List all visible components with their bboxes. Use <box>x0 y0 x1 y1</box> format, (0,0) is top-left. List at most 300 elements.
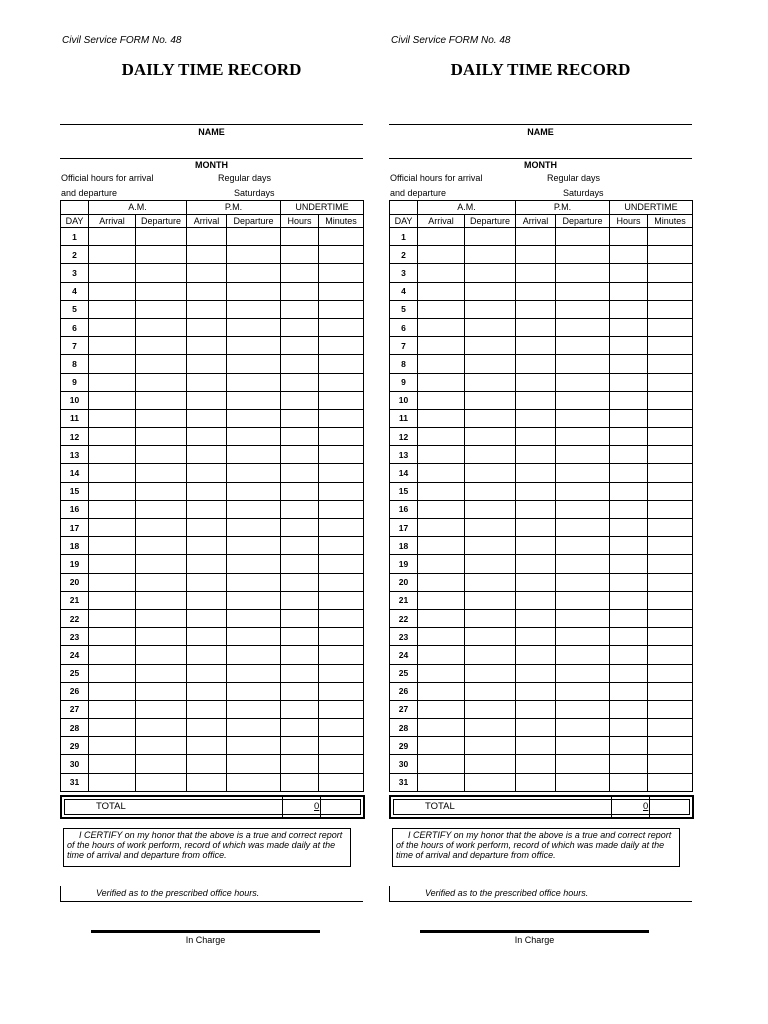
am-arrival-cell[interactable] <box>418 409 465 427</box>
pm-arrival-cell[interactable] <box>516 737 556 755</box>
pm-arrival-cell[interactable] <box>516 682 556 700</box>
undertime-minutes-cell[interactable] <box>319 646 364 664</box>
undertime-hours-cell[interactable] <box>281 755 319 773</box>
pm-departure-cell[interactable] <box>556 682 610 700</box>
am-departure-cell[interactable] <box>136 428 187 446</box>
undertime-minutes-cell[interactable] <box>319 591 364 609</box>
pm-departure-cell[interactable] <box>227 482 281 500</box>
am-departure-cell[interactable] <box>465 373 516 391</box>
am-departure-cell[interactable] <box>136 719 187 737</box>
am-arrival-cell[interactable] <box>418 519 465 537</box>
am-departure-cell[interactable] <box>465 719 516 737</box>
undertime-hours-cell[interactable] <box>610 355 648 373</box>
undertime-hours-cell[interactable] <box>610 591 648 609</box>
am-departure-cell[interactable] <box>465 391 516 409</box>
am-departure-cell[interactable] <box>465 428 516 446</box>
undertime-hours-cell[interactable] <box>281 591 319 609</box>
pm-arrival-cell[interactable] <box>187 700 227 718</box>
am-arrival-cell[interactable] <box>418 482 465 500</box>
am-departure-cell[interactable] <box>465 537 516 555</box>
am-arrival-cell[interactable] <box>418 428 465 446</box>
pm-arrival-cell[interactable] <box>516 228 556 246</box>
in-charge-signature-line[interactable] <box>91 930 320 933</box>
undertime-hours-cell[interactable] <box>610 555 648 573</box>
am-arrival-cell[interactable] <box>418 373 465 391</box>
undertime-minutes-cell[interactable] <box>319 500 364 518</box>
am-arrival-cell[interactable] <box>89 391 136 409</box>
am-arrival-cell[interactable] <box>89 628 136 646</box>
undertime-minutes-cell[interactable] <box>319 282 364 300</box>
pm-departure-cell[interactable] <box>227 337 281 355</box>
pm-arrival-cell[interactable] <box>516 719 556 737</box>
pm-arrival-cell[interactable] <box>516 246 556 264</box>
am-departure-cell[interactable] <box>136 591 187 609</box>
am-arrival-cell[interactable] <box>418 737 465 755</box>
am-arrival-cell[interactable] <box>418 500 465 518</box>
month-line[interactable] <box>60 158 363 159</box>
pm-departure-cell[interactable] <box>556 573 610 591</box>
am-departure-cell[interactable] <box>136 755 187 773</box>
pm-arrival-cell[interactable] <box>516 264 556 282</box>
undertime-minutes-cell[interactable] <box>648 591 693 609</box>
pm-departure-cell[interactable] <box>556 646 610 664</box>
pm-departure-cell[interactable] <box>227 555 281 573</box>
undertime-minutes-cell[interactable] <box>319 737 364 755</box>
undertime-minutes-cell[interactable] <box>648 337 693 355</box>
am-arrival-cell[interactable] <box>418 337 465 355</box>
pm-departure-cell[interactable] <box>556 355 610 373</box>
pm-departure-cell[interactable] <box>227 355 281 373</box>
undertime-minutes-cell[interactable] <box>648 246 693 264</box>
am-departure-cell[interactable] <box>136 519 187 537</box>
am-arrival-cell[interactable] <box>418 282 465 300</box>
pm-departure-cell[interactable] <box>556 373 610 391</box>
pm-arrival-cell[interactable] <box>516 428 556 446</box>
pm-departure-cell[interactable] <box>227 300 281 318</box>
am-arrival-cell[interactable] <box>418 300 465 318</box>
undertime-minutes-cell[interactable] <box>319 482 364 500</box>
am-departure-cell[interactable] <box>465 591 516 609</box>
pm-arrival-cell[interactable] <box>516 537 556 555</box>
am-arrival-cell[interactable] <box>89 737 136 755</box>
undertime-hours-cell[interactable] <box>610 664 648 682</box>
pm-arrival-cell[interactable] <box>187 682 227 700</box>
am-departure-cell[interactable] <box>136 646 187 664</box>
pm-departure-cell[interactable] <box>556 446 610 464</box>
am-departure-cell[interactable] <box>136 464 187 482</box>
pm-arrival-cell[interactable] <box>187 719 227 737</box>
am-arrival-cell[interactable] <box>418 773 465 791</box>
pm-arrival-cell[interactable] <box>187 500 227 518</box>
am-departure-cell[interactable] <box>136 773 187 791</box>
pm-arrival-cell[interactable] <box>187 318 227 336</box>
undertime-hours-cell[interactable] <box>281 446 319 464</box>
am-arrival-cell[interactable] <box>418 355 465 373</box>
pm-departure-cell[interactable] <box>227 373 281 391</box>
pm-arrival-cell[interactable] <box>516 373 556 391</box>
am-arrival-cell[interactable] <box>418 555 465 573</box>
am-departure-cell[interactable] <box>465 300 516 318</box>
pm-departure-cell[interactable] <box>227 628 281 646</box>
undertime-minutes-cell[interactable] <box>319 537 364 555</box>
undertime-minutes-cell[interactable] <box>648 282 693 300</box>
undertime-hours-cell[interactable] <box>610 282 648 300</box>
pm-arrival-cell[interactable] <box>187 337 227 355</box>
undertime-hours-cell[interactable] <box>610 409 648 427</box>
undertime-minutes-cell[interactable] <box>648 573 693 591</box>
am-departure-cell[interactable] <box>136 446 187 464</box>
pm-departure-cell[interactable] <box>227 609 281 627</box>
pm-arrival-cell[interactable] <box>187 537 227 555</box>
pm-departure-cell[interactable] <box>227 719 281 737</box>
am-departure-cell[interactable] <box>136 355 187 373</box>
am-departure-cell[interactable] <box>136 573 187 591</box>
am-arrival-cell[interactable] <box>89 537 136 555</box>
pm-arrival-cell[interactable] <box>516 355 556 373</box>
am-arrival-cell[interactable] <box>418 228 465 246</box>
undertime-minutes-cell[interactable] <box>648 464 693 482</box>
pm-departure-cell[interactable] <box>556 628 610 646</box>
pm-departure-cell[interactable] <box>227 391 281 409</box>
undertime-hours-cell[interactable] <box>281 318 319 336</box>
am-departure-cell[interactable] <box>136 264 187 282</box>
undertime-hours-cell[interactable] <box>610 537 648 555</box>
undertime-hours-cell[interactable] <box>281 700 319 718</box>
undertime-minutes-cell[interactable] <box>319 773 364 791</box>
undertime-minutes-cell[interactable] <box>319 555 364 573</box>
undertime-minutes-cell[interactable] <box>648 646 693 664</box>
undertime-hours-cell[interactable] <box>610 264 648 282</box>
pm-arrival-cell[interactable] <box>187 446 227 464</box>
am-departure-cell[interactable] <box>465 555 516 573</box>
am-departure-cell[interactable] <box>465 355 516 373</box>
am-departure-cell[interactable] <box>465 264 516 282</box>
am-departure-cell[interactable] <box>465 573 516 591</box>
undertime-minutes-cell[interactable] <box>319 446 364 464</box>
pm-departure-cell[interactable] <box>556 664 610 682</box>
am-arrival-cell[interactable] <box>418 591 465 609</box>
am-departure-cell[interactable] <box>465 228 516 246</box>
undertime-hours-cell[interactable] <box>610 482 648 500</box>
pm-arrival-cell[interactable] <box>516 700 556 718</box>
undertime-minutes-cell[interactable] <box>648 537 693 555</box>
pm-arrival-cell[interactable] <box>516 446 556 464</box>
undertime-minutes-cell[interactable] <box>319 409 364 427</box>
pm-departure-cell[interactable] <box>227 646 281 664</box>
pm-departure-cell[interactable] <box>227 500 281 518</box>
pm-arrival-cell[interactable] <box>516 591 556 609</box>
am-arrival-cell[interactable] <box>89 337 136 355</box>
pm-departure-cell[interactable] <box>227 773 281 791</box>
undertime-minutes-cell[interactable] <box>648 264 693 282</box>
am-arrival-cell[interactable] <box>89 755 136 773</box>
undertime-hours-cell[interactable] <box>281 355 319 373</box>
undertime-minutes-cell[interactable] <box>648 228 693 246</box>
pm-departure-cell[interactable] <box>556 282 610 300</box>
am-departure-cell[interactable] <box>136 391 187 409</box>
undertime-minutes-cell[interactable] <box>319 300 364 318</box>
pm-arrival-cell[interactable] <box>516 519 556 537</box>
am-departure-cell[interactable] <box>465 755 516 773</box>
pm-departure-cell[interactable] <box>227 246 281 264</box>
undertime-minutes-cell[interactable] <box>648 628 693 646</box>
undertime-hours-cell[interactable] <box>610 700 648 718</box>
pm-arrival-cell[interactable] <box>187 300 227 318</box>
undertime-minutes-cell[interactable] <box>319 428 364 446</box>
pm-departure-cell[interactable] <box>227 228 281 246</box>
undertime-minutes-cell[interactable] <box>319 519 364 537</box>
undertime-minutes-cell[interactable] <box>648 318 693 336</box>
pm-arrival-cell[interactable] <box>516 409 556 427</box>
undertime-hours-cell[interactable] <box>281 482 319 500</box>
am-arrival-cell[interactable] <box>89 591 136 609</box>
pm-departure-cell[interactable] <box>556 755 610 773</box>
pm-departure-cell[interactable] <box>556 228 610 246</box>
pm-departure-cell[interactable] <box>556 519 610 537</box>
undertime-minutes-cell[interactable] <box>319 628 364 646</box>
pm-departure-cell[interactable] <box>227 591 281 609</box>
undertime-hours-cell[interactable] <box>281 537 319 555</box>
verified-line[interactable] <box>60 901 363 902</box>
pm-arrival-cell[interactable] <box>187 646 227 664</box>
pm-arrival-cell[interactable] <box>516 318 556 336</box>
pm-arrival-cell[interactable] <box>187 373 227 391</box>
undertime-hours-cell[interactable] <box>610 446 648 464</box>
undertime-hours-cell[interactable] <box>610 464 648 482</box>
pm-arrival-cell[interactable] <box>187 246 227 264</box>
am-arrival-cell[interactable] <box>418 700 465 718</box>
pm-arrival-cell[interactable] <box>187 355 227 373</box>
undertime-hours-cell[interactable] <box>281 737 319 755</box>
pm-departure-cell[interactable] <box>227 537 281 555</box>
undertime-hours-cell[interactable] <box>610 391 648 409</box>
am-departure-cell[interactable] <box>465 664 516 682</box>
undertime-hours-cell[interactable] <box>281 664 319 682</box>
undertime-hours-cell[interactable] <box>281 300 319 318</box>
am-arrival-cell[interactable] <box>89 355 136 373</box>
pm-arrival-cell[interactable] <box>187 282 227 300</box>
am-departure-cell[interactable] <box>465 773 516 791</box>
am-arrival-cell[interactable] <box>418 682 465 700</box>
am-departure-cell[interactable] <box>136 609 187 627</box>
pm-departure-cell[interactable] <box>556 428 610 446</box>
pm-departure-cell[interactable] <box>556 537 610 555</box>
undertime-hours-cell[interactable] <box>281 519 319 537</box>
am-arrival-cell[interactable] <box>89 500 136 518</box>
pm-departure-cell[interactable] <box>227 318 281 336</box>
am-departure-cell[interactable] <box>465 737 516 755</box>
undertime-hours-cell[interactable] <box>610 719 648 737</box>
pm-arrival-cell[interactable] <box>187 737 227 755</box>
undertime-minutes-cell[interactable] <box>648 500 693 518</box>
am-arrival-cell[interactable] <box>418 264 465 282</box>
undertime-minutes-cell[interactable] <box>648 773 693 791</box>
am-departure-cell[interactable] <box>136 246 187 264</box>
am-departure-cell[interactable] <box>465 464 516 482</box>
undertime-minutes-cell[interactable] <box>648 373 693 391</box>
am-arrival-cell[interactable] <box>89 609 136 627</box>
am-departure-cell[interactable] <box>136 409 187 427</box>
am-arrival-cell[interactable] <box>418 391 465 409</box>
pm-arrival-cell[interactable] <box>516 755 556 773</box>
pm-departure-cell[interactable] <box>227 737 281 755</box>
am-departure-cell[interactable] <box>136 664 187 682</box>
pm-departure-cell[interactable] <box>556 773 610 791</box>
am-departure-cell[interactable] <box>136 500 187 518</box>
undertime-hours-cell[interactable] <box>281 428 319 446</box>
pm-departure-cell[interactable] <box>556 337 610 355</box>
undertime-minutes-cell[interactable] <box>319 391 364 409</box>
am-arrival-cell[interactable] <box>418 755 465 773</box>
pm-departure-cell[interactable] <box>227 409 281 427</box>
pm-arrival-cell[interactable] <box>187 409 227 427</box>
undertime-hours-cell[interactable] <box>281 391 319 409</box>
undertime-minutes-cell[interactable] <box>319 228 364 246</box>
pm-arrival-cell[interactable] <box>187 482 227 500</box>
am-arrival-cell[interactable] <box>418 318 465 336</box>
undertime-hours-cell[interactable] <box>281 264 319 282</box>
am-arrival-cell[interactable] <box>89 700 136 718</box>
pm-arrival-cell[interactable] <box>187 228 227 246</box>
pm-departure-cell[interactable] <box>556 246 610 264</box>
pm-departure-cell[interactable] <box>227 755 281 773</box>
pm-arrival-cell[interactable] <box>187 773 227 791</box>
pm-arrival-cell[interactable] <box>187 264 227 282</box>
am-departure-cell[interactable] <box>465 482 516 500</box>
am-departure-cell[interactable] <box>465 682 516 700</box>
pm-departure-cell[interactable] <box>556 591 610 609</box>
undertime-minutes-cell[interactable] <box>648 609 693 627</box>
pm-arrival-cell[interactable] <box>187 555 227 573</box>
am-arrival-cell[interactable] <box>89 446 136 464</box>
undertime-hours-cell[interactable] <box>281 773 319 791</box>
am-departure-cell[interactable] <box>465 318 516 336</box>
undertime-hours-cell[interactable] <box>610 373 648 391</box>
pm-arrival-cell[interactable] <box>516 773 556 791</box>
pm-departure-cell[interactable] <box>556 409 610 427</box>
pm-departure-cell[interactable] <box>556 500 610 518</box>
am-arrival-cell[interactable] <box>418 446 465 464</box>
pm-departure-cell[interactable] <box>227 700 281 718</box>
verified-line[interactable] <box>389 901 692 902</box>
am-arrival-cell[interactable] <box>418 537 465 555</box>
undertime-hours-cell[interactable] <box>610 500 648 518</box>
pm-departure-cell[interactable] <box>227 446 281 464</box>
undertime-minutes-cell[interactable] <box>319 682 364 700</box>
am-arrival-cell[interactable] <box>89 409 136 427</box>
name-line[interactable] <box>60 124 363 125</box>
undertime-hours-cell[interactable] <box>610 246 648 264</box>
am-departure-cell[interactable] <box>136 628 187 646</box>
undertime-minutes-cell[interactable] <box>319 700 364 718</box>
am-arrival-cell[interactable] <box>89 318 136 336</box>
undertime-minutes-cell[interactable] <box>648 428 693 446</box>
undertime-hours-cell[interactable] <box>610 755 648 773</box>
pm-departure-cell[interactable] <box>556 264 610 282</box>
pm-departure-cell[interactable] <box>556 700 610 718</box>
undertime-hours-cell[interactable] <box>281 464 319 482</box>
undertime-hours-cell[interactable] <box>610 519 648 537</box>
pm-arrival-cell[interactable] <box>516 500 556 518</box>
pm-departure-cell[interactable] <box>227 464 281 482</box>
undertime-minutes-cell[interactable] <box>648 355 693 373</box>
undertime-minutes-cell[interactable] <box>648 446 693 464</box>
undertime-minutes-cell[interactable] <box>648 300 693 318</box>
am-arrival-cell[interactable] <box>418 664 465 682</box>
pm-arrival-cell[interactable] <box>516 628 556 646</box>
undertime-minutes-cell[interactable] <box>648 391 693 409</box>
am-arrival-cell[interactable] <box>89 464 136 482</box>
pm-departure-cell[interactable] <box>227 573 281 591</box>
am-arrival-cell[interactable] <box>89 228 136 246</box>
undertime-hours-cell[interactable] <box>610 773 648 791</box>
pm-arrival-cell[interactable] <box>187 609 227 627</box>
am-departure-cell[interactable] <box>465 609 516 627</box>
am-arrival-cell[interactable] <box>89 300 136 318</box>
undertime-minutes-cell[interactable] <box>648 700 693 718</box>
pm-arrival-cell[interactable] <box>187 391 227 409</box>
undertime-hours-cell[interactable] <box>610 646 648 664</box>
pm-arrival-cell[interactable] <box>187 628 227 646</box>
am-arrival-cell[interactable] <box>89 646 136 664</box>
am-departure-cell[interactable] <box>465 446 516 464</box>
am-arrival-cell[interactable] <box>89 555 136 573</box>
undertime-minutes-cell[interactable] <box>648 664 693 682</box>
pm-arrival-cell[interactable] <box>516 482 556 500</box>
pm-departure-cell[interactable] <box>227 428 281 446</box>
am-arrival-cell[interactable] <box>418 646 465 664</box>
am-arrival-cell[interactable] <box>418 609 465 627</box>
am-arrival-cell[interactable] <box>89 682 136 700</box>
pm-departure-cell[interactable] <box>556 464 610 482</box>
undertime-hours-cell[interactable] <box>281 373 319 391</box>
undertime-hours-cell[interactable] <box>281 573 319 591</box>
in-charge-signature-line[interactable] <box>420 930 649 933</box>
undertime-minutes-cell[interactable] <box>648 409 693 427</box>
pm-arrival-cell[interactable] <box>516 282 556 300</box>
pm-arrival-cell[interactable] <box>516 464 556 482</box>
undertime-hours-cell[interactable] <box>610 609 648 627</box>
am-departure-cell[interactable] <box>465 282 516 300</box>
am-departure-cell[interactable] <box>136 682 187 700</box>
am-arrival-cell[interactable] <box>89 264 136 282</box>
undertime-minutes-cell[interactable] <box>319 355 364 373</box>
am-arrival-cell[interactable] <box>89 246 136 264</box>
am-departure-cell[interactable] <box>465 246 516 264</box>
undertime-minutes-cell[interactable] <box>319 664 364 682</box>
undertime-hours-cell[interactable] <box>281 246 319 264</box>
undertime-hours-cell[interactable] <box>610 428 648 446</box>
am-arrival-cell[interactable] <box>89 664 136 682</box>
pm-arrival-cell[interactable] <box>516 664 556 682</box>
am-departure-cell[interactable] <box>465 500 516 518</box>
pm-departure-cell[interactable] <box>227 282 281 300</box>
undertime-hours-cell[interactable] <box>281 646 319 664</box>
am-departure-cell[interactable] <box>136 373 187 391</box>
pm-arrival-cell[interactable] <box>187 464 227 482</box>
pm-arrival-cell[interactable] <box>187 519 227 537</box>
pm-departure-cell[interactable] <box>556 318 610 336</box>
undertime-hours-cell[interactable] <box>281 555 319 573</box>
am-departure-cell[interactable] <box>465 628 516 646</box>
undertime-hours-cell[interactable] <box>281 337 319 355</box>
am-departure-cell[interactable] <box>136 737 187 755</box>
undertime-hours-cell[interactable] <box>281 409 319 427</box>
am-arrival-cell[interactable] <box>89 428 136 446</box>
undertime-minutes-cell[interactable] <box>319 609 364 627</box>
am-arrival-cell[interactable] <box>89 373 136 391</box>
am-departure-cell[interactable] <box>136 700 187 718</box>
